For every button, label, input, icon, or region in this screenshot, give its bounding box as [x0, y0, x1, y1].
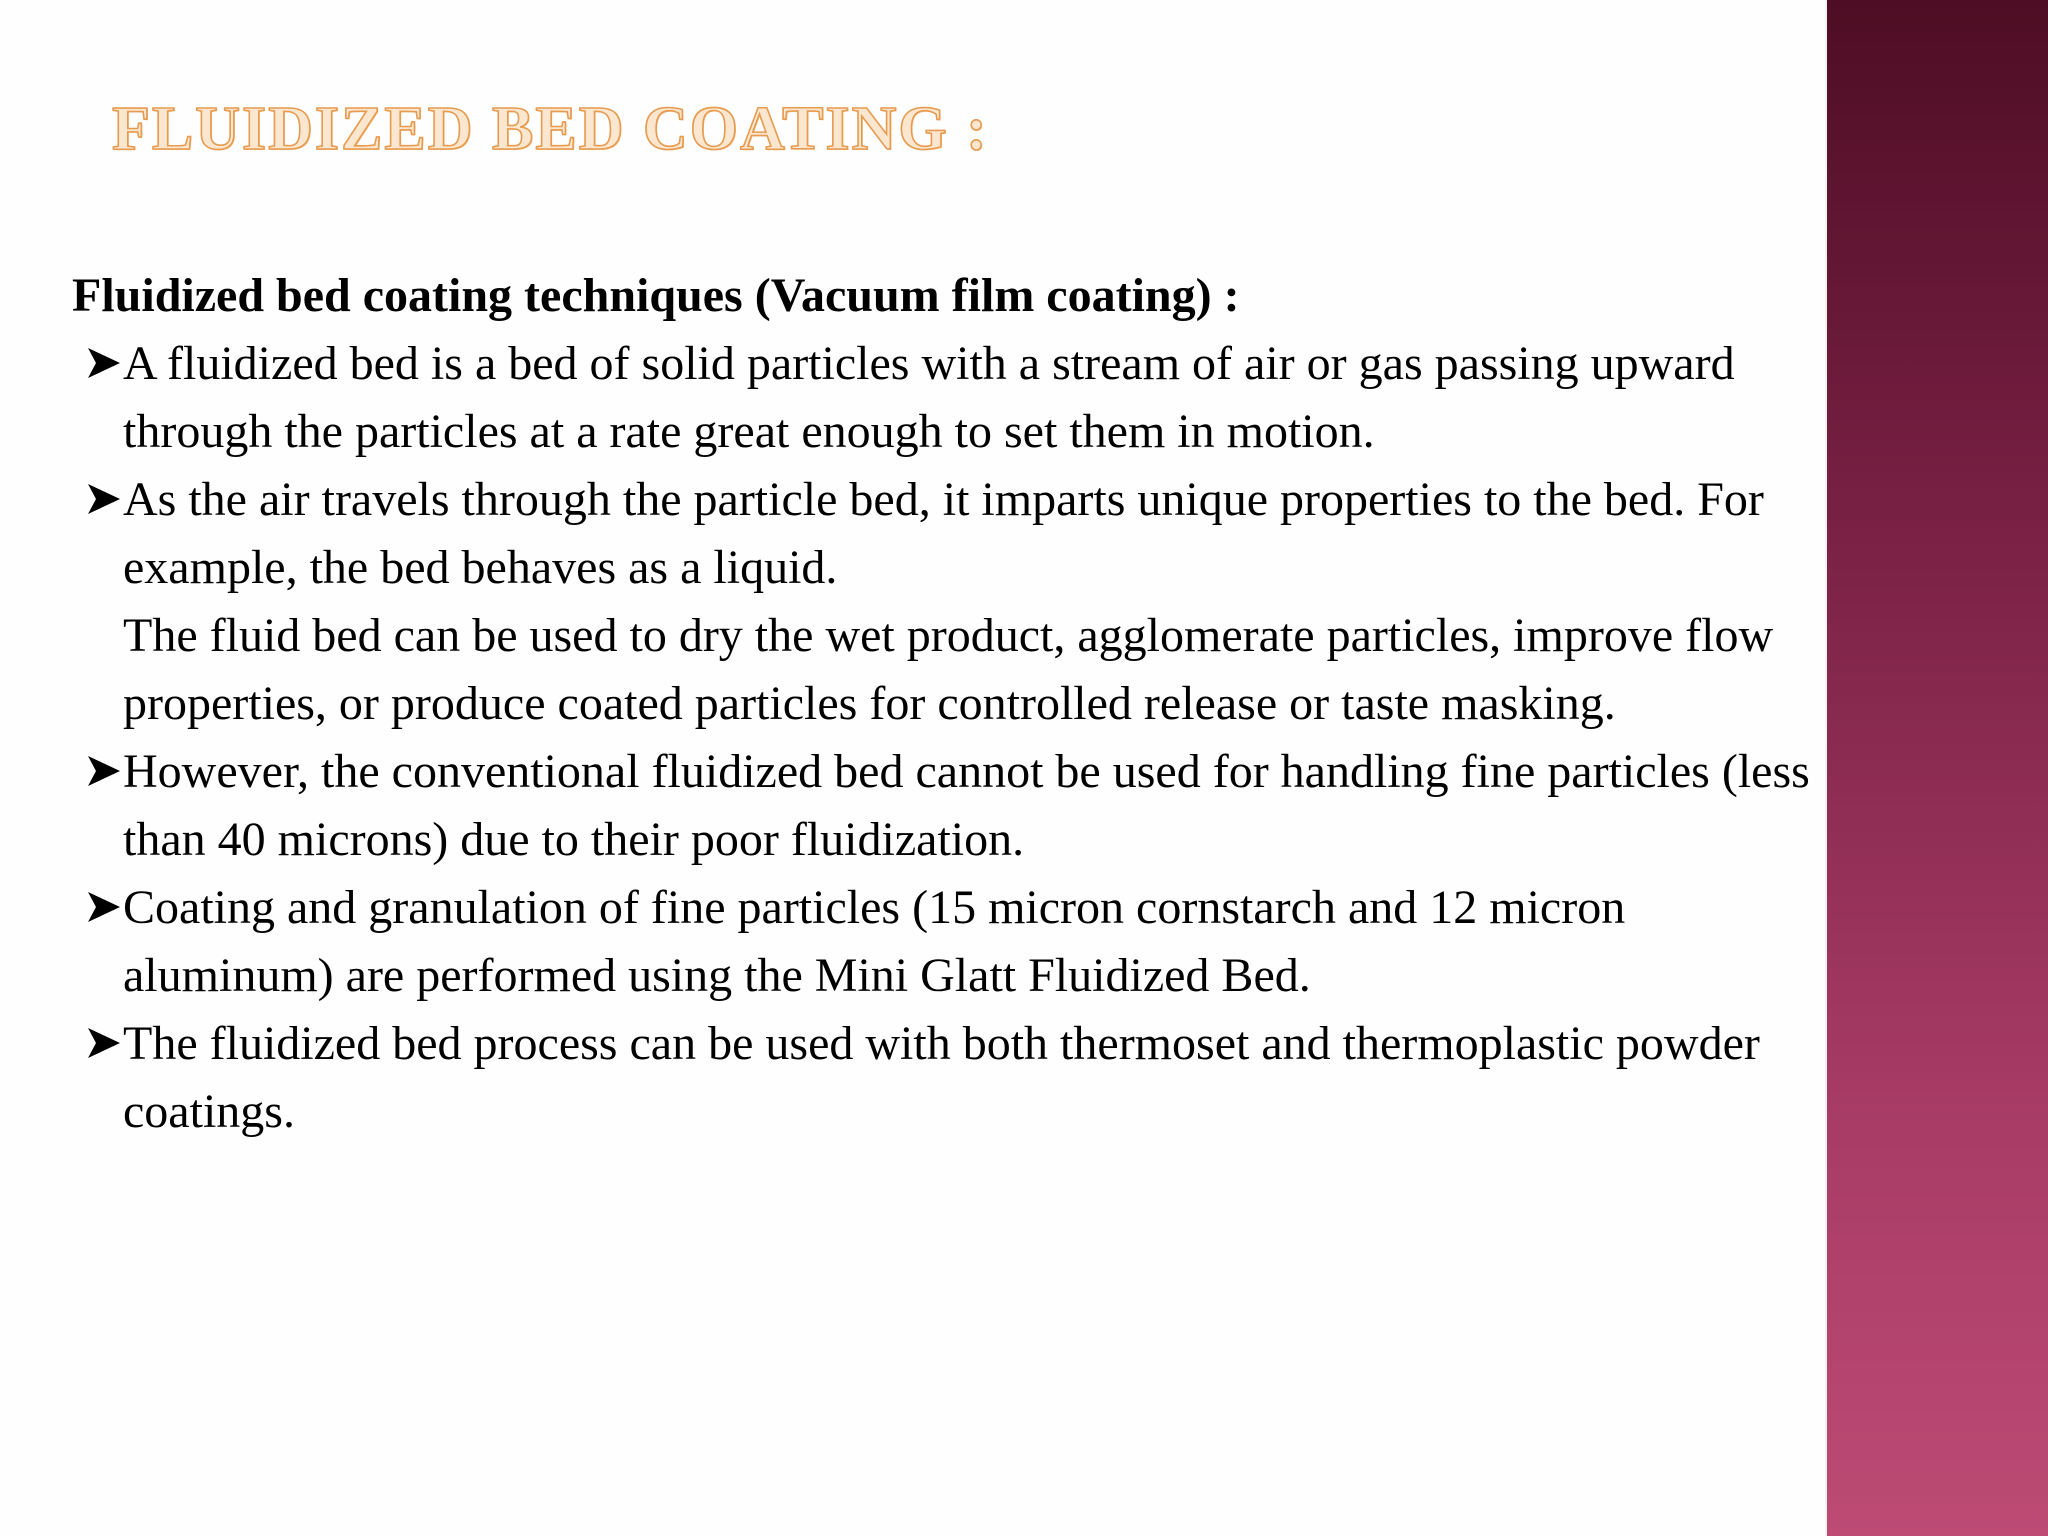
bullet-continuation-text: The fluid bed can be used to dry the wet product, agglomerate particles, improve flow properties, or produce coated particles for controlled release or taste masking.	[123, 609, 1774, 730]
bullet-list	[72, 330, 1812, 1146]
slide-subtitle: Fluidized bed coating techniques (Vacuum film coating) :	[72, 269, 1240, 322]
slide-body	[72, 262, 1812, 1146]
bullet-text: As the air travels through the particle bed, it imparts unique properties to the bed. For example, the bed behaves as a liquid.	[123, 473, 1764, 594]
arrow-bullet-icon	[86, 753, 122, 789]
bullet-item	[72, 738, 1812, 874]
bullet-item	[72, 466, 1812, 738]
bullet-text: The fluidized bed process can be used with both thermoset and thermoplastic powder coatings.	[123, 1017, 1760, 1138]
bullet-item	[72, 874, 1812, 1010]
decorative-side-band	[1827, 0, 2048, 1536]
bullet-text: A fluidized bed is a bed of solid particles with a stream of air or gas passing upward through the particles at a rate great enough to set them in motion.	[123, 337, 1735, 458]
arrow-bullet-icon	[86, 889, 122, 925]
arrow-bullet-icon	[86, 345, 122, 381]
bullet-item	[72, 1010, 1812, 1146]
arrow-bullet-icon	[86, 481, 122, 517]
bullet-text: However, the conventional fluidized bed cannot be used for handling fine particles (less than 40 microns) due to their poor fluidization.	[123, 745, 1810, 866]
slide-title: FLUIDIZED BED COATING :	[112, 95, 989, 163]
bullet-item	[72, 330, 1812, 466]
arrow-bullet-icon	[86, 1025, 122, 1061]
bullet-text: Coating and granulation of fine particles (15 micron cornstarch and 12 micron aluminum) are performed using the Mini Glatt Fluidized Bed.	[123, 881, 1626, 1002]
